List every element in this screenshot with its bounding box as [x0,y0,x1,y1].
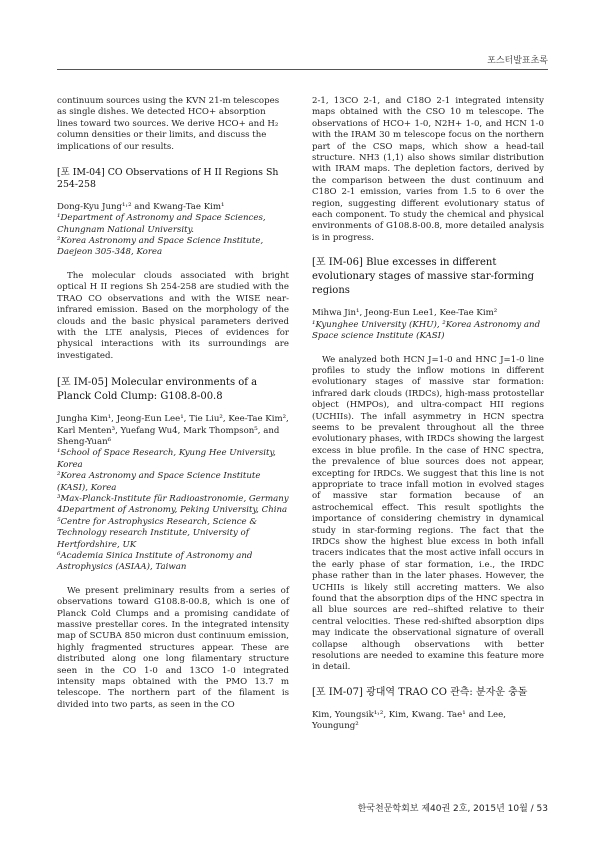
intro-line: as single dishes. We detected HCO+ absorption [57,107,266,118]
intro-line: lines toward two sources. We derive HCO+ and H₂ [57,118,279,129]
im04-affiliation: ¹Department of Astronomy and Space Sciences, Chungnam National University. [57,213,266,235]
header-rule [57,69,548,70]
intro-line: implications of our results. [57,141,175,152]
im05-affiliation: ³Max-Planck-Institute für Radioastronomie, Germany [57,493,289,504]
im06-title: [포 IM-06] Blue excesses in different evolutionary stages of massive star-forming regions [312,257,535,297]
im04-title: [포 IM-04] CO Observations of H II Regions Sh 254-258 [57,167,279,191]
intro-continuation [57,96,289,153]
im04-affiliation: ²Korea Astronomy and Space Science Institute, Daejeon 305-348, Korea [57,236,264,258]
im05-affiliation: ⁶Academia Sinica Institute of Astronomy and Astrophysics (ASIAA), Taiwan [57,551,253,573]
im06-affiliation: ¹Kyunghee University (KHU), ²Korea Astronomy and Space science Institute (KASI) [312,319,541,342]
im05-authors: Jungha Kim¹, Jeong-Eun Lee¹, Tie Liu², Kee-Tae Kim², Karl Menten³, Yuefang Wu4, Mark Thompson⁵, and Sheng-Yuan⁶ [57,414,289,447]
running-header: 포스터발표초록 [487,56,548,66]
im05-affiliation: 4Department of Astronomy, Peking University, China [57,505,288,516]
page-footer: 한국천문학회보 제40권 2호, 2015년 10월 / 53 [357,804,548,814]
im07-title: [포 IM-07] 광대역 TRAO CO 관측: 분자운 충돌 [312,686,528,698]
im05-title: [포 IM-05] Molecular environments of a Planck Cold Clump: G108.8-00.8 [57,377,258,403]
im05-affiliation: ²Korea Astronomy and Space Science Institute (KASI), Korea [57,471,261,493]
im05-abstract: We present preliminary results from a series of observations toward G108.8-00.8, which is one of Planck Cold Clumps and a promising candidate of massive prestellar cores. In the integrated intensity map of SCUBA 850 micron dust continuum emission, highly fragmented structures appear. These are distributed along one long filamentary structure seen in the CO 1-0 and 13CO 1-0 integrated intensity maps obtained with the PMO 13.7 m telescope. The northern part of the filament is divided into two parts, as seen in the CO [57,585,289,710]
right-column [312,96,544,733]
left-column [57,96,289,711]
im05-affiliation: ⁵Centre for Astrophysics Research, Science & Technology research Institute, University of Hertfordshire, UK [57,516,258,550]
intro-line: column densities or their limits, and discuss the [57,130,267,141]
im06-abstract: We analyzed both HCN J=1-0 and HNC J=1-0 line profiles to study the inflow motions in different evolutionary stages of massive star formation: infrared dark clouds (IRDCs), high-mass protostellar object (HMPOs), and ultra-compact HII regions (UCHIIs). The infall asymmetry in HCN spectra seems to be prevalent throughout all the three evolutionary phases, with IRDCs showing the largest excess in blue profile. In the case of HNC spectra, the prevalence of blue sources does not appear, excepting for IRDCs. We suggest that this line is not appropriate to trace infall motion in evolved stages of massive star formation because of an astrochemical effect. This result spotlights the importance of considering chemistry in dynamical study in star-forming regions. The fact that the IRDCs show the highest blue excess in both infall tracers indicates that the most active infall occurs in the early phase of star formation, i.e., the IRDC phase rather than in the later phases. However, the UCHIIs is likely still accreting matters. We also found that the absorption dips of the HNC spectra in all blue sources are red--shifted relative to their central velocities. These red-shifted absorption dips may indicate the observational signature of overall collapse although observations with better resolutions are needed to examine this feature more in detail. [312,354,544,673]
im05-affiliation: ¹School of Space Research, Kyung Hee University, Korea [57,448,276,470]
intro-line: continuum sources using the KVN 21-m telescopes [57,96,280,106]
im05-continuation: 2-1, 13CO 2-1, and C18O 2-1 integrated intensity maps obtained with the CSO 10 m telescope. The observations of HCO+ 1-0, N2H+ 1-0, and HCN 1-0 with the IRAM 30 m telescope focus on the northern part of the CSO maps, which show a head-tail structure. NH3 (1,1) also shows similar distribution with IRAM maps. The depletion factors, derived by the comparison between the dust continuum and C18O 2-1 emission, varies from 1.5 to 6 over the region, suggesting different evolutionary status of each component. To study the chemical and physical environments of G108.8-00.8, more detailed analysis is in progress. [312,96,544,243]
im04-authors: Dong-Kyu Jung¹˒² and Kwang-Tae Kim¹ [57,201,225,212]
im04-abstract: The molecular clouds associated with bright optical H II regions Sh 254-258 are studied with the TRAO CO observations and with the WISE near-infrared emission. Based on the morphology of the clouds and the basic physical parameters derived with the LTE analysis, Pieces of evidences for physical interactions with its surroundings are investigated. [57,270,289,361]
im06-authors: Mihwa Jin¹, Jeong-Eun Lee1, Kee-Tae Kim² [312,308,498,319]
im07-authors: Kim, Youngsik¹˒², Kim, Kwang. Tae¹ and Lee, Youngung² [312,709,506,732]
